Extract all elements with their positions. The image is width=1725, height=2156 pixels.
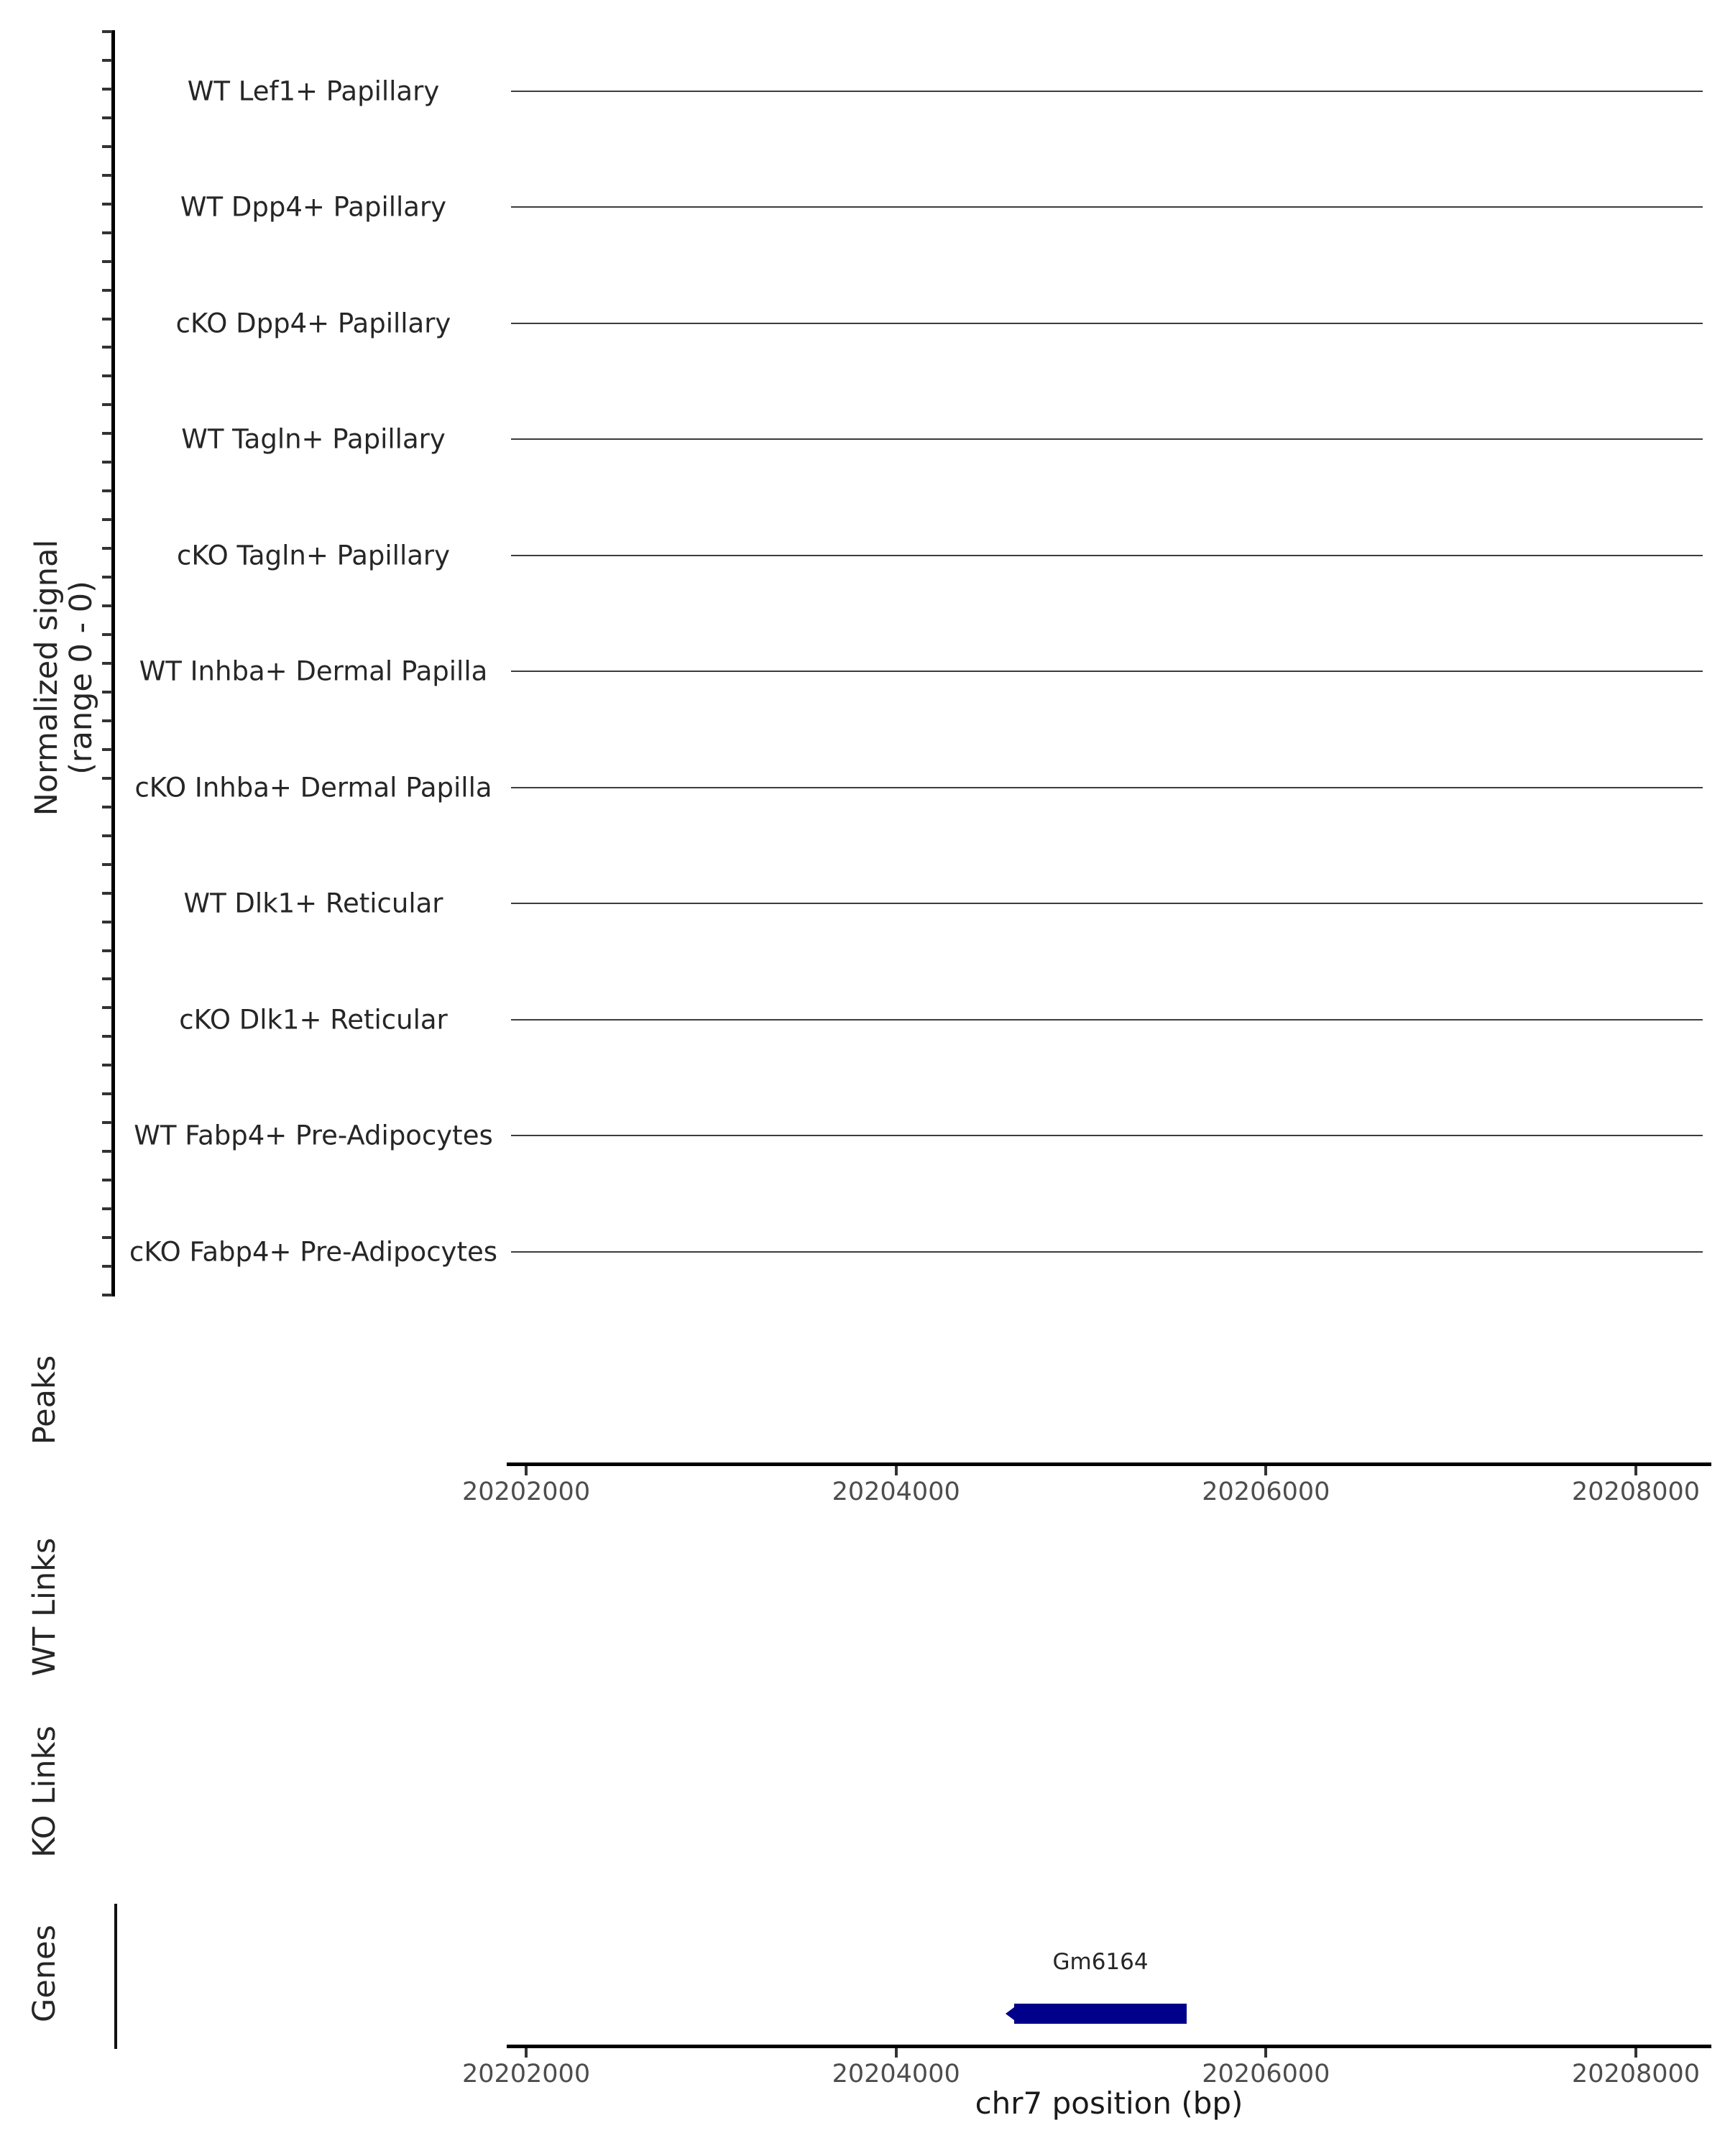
- signal-axis-tick: [102, 977, 112, 980]
- x-axis-tick: [1264, 2048, 1267, 2058]
- signal-axis-tick: [102, 489, 112, 492]
- signal-axis-tick: [102, 748, 112, 751]
- signal-axis-tick: [102, 719, 112, 722]
- track-label: cKO Fabp4+ Pre-Adipocytes: [129, 1236, 497, 1267]
- track-label: WT Dlk1+ Reticular: [183, 888, 443, 919]
- genes-x-axis-line: [507, 2045, 1711, 2048]
- track-signal-line: [511, 91, 1703, 92]
- gene-strand-arrow-icon: [1006, 2007, 1014, 2020]
- x-axis-tick-label: 20208000: [1571, 2060, 1701, 2088]
- track-signal-line: [511, 671, 1703, 672]
- genes-x-axis: [0, 2045, 1725, 2102]
- track-label: WT Fabp4+ Pre-Adipocytes: [134, 1120, 493, 1151]
- signal-axis-title-line2: (range 0 - 0): [63, 581, 99, 775]
- signal-axis-tick: [102, 834, 112, 837]
- peaks-x-axis: [0, 1462, 1725, 1520]
- gene-body-bar: [1014, 2004, 1186, 2024]
- signal-axis-tick: [102, 576, 112, 579]
- track-signal-line: [511, 206, 1703, 208]
- signal-axis-tick: [102, 116, 112, 119]
- signal-axis-tick: [102, 863, 112, 866]
- signal-axis-tick: [102, 1035, 112, 1038]
- signal-axis-tick: [102, 174, 112, 177]
- signal-axis-tick: [102, 403, 112, 406]
- signal-axis-tick: [102, 949, 112, 952]
- signal-axis-tick: [102, 289, 112, 292]
- signal-axis-tick: [102, 518, 112, 521]
- track-signal-line: [511, 787, 1703, 788]
- signal-axis-tick: [102, 921, 112, 923]
- signal-axis-tick: [102, 604, 112, 607]
- signal-axis-tick: [102, 260, 112, 263]
- track-signal-line: [511, 438, 1703, 440]
- section-label-ko-links: KO Links: [27, 1726, 63, 1858]
- track-label: WT Lef1+ Papillary: [187, 75, 440, 107]
- track-label: cKO Inhba+ Dermal Papilla: [134, 772, 492, 803]
- signal-axis-tick: [102, 1092, 112, 1095]
- section-label-wt-links: WT Links: [27, 1537, 63, 1677]
- track-label: cKO Dlk1+ Reticular: [179, 1004, 448, 1036]
- signal-axis-tick: [102, 374, 112, 377]
- section-label-peaks: Peaks: [27, 1355, 63, 1445]
- signal-axis-tick: [102, 1179, 112, 1181]
- genes-axis-line: [114, 1904, 117, 2049]
- x-axis-tick: [1634, 1466, 1637, 1475]
- x-axis-tick: [1264, 1466, 1267, 1475]
- track-label: cKO Tagln+ Papillary: [176, 540, 451, 571]
- x-axis-tick-label: 20202000: [461, 2060, 591, 2088]
- track-signal-line: [511, 555, 1703, 556]
- x-axis-tick-label: 20206000: [1202, 2060, 1330, 2088]
- signal-axis-tick: [102, 145, 112, 148]
- x-axis-title: chr7 position (bp): [975, 2086, 1243, 2121]
- signal-axis-tick: [102, 461, 112, 464]
- track-signal-line: [511, 1135, 1703, 1136]
- track-signal-line: [511, 1019, 1703, 1021]
- signal-axis-tick: [102, 633, 112, 636]
- track-signal-line: [511, 903, 1703, 904]
- signal-axis-tick: [102, 30, 112, 33]
- x-axis-tick: [1634, 2048, 1637, 2058]
- x-axis-tick-label: 20204000: [832, 2060, 960, 2088]
- track-label: cKO Dpp4+ Papillary: [175, 308, 451, 339]
- signal-axis-tick: [102, 1207, 112, 1210]
- track-signal-line: [511, 323, 1703, 324]
- x-axis-tick: [895, 2048, 898, 2058]
- signal-axis-tick: [102, 1064, 112, 1067]
- x-axis-tick: [525, 1466, 528, 1475]
- signal-axis-title-line1: Normalized signal: [29, 539, 65, 816]
- track-label: WT Dpp4+ Papillary: [180, 191, 447, 223]
- track-signal-line: [511, 1251, 1703, 1253]
- signal-axis-tick: [102, 1294, 112, 1296]
- signal-axis-tick: [102, 691, 112, 694]
- track-label: WT Tagln+ Papillary: [181, 423, 446, 455]
- x-axis-tick: [525, 2048, 528, 2058]
- x-axis-tick-label: 20204000: [832, 1478, 960, 1506]
- x-axis-tick-label: 20202000: [461, 1478, 591, 1506]
- x-axis-tick-label: 20206000: [1202, 1478, 1330, 1506]
- signal-axis-tick: [102, 59, 112, 62]
- peaks-x-axis-line: [507, 1462, 1711, 1466]
- x-axis-tick-label: 20208000: [1571, 1478, 1701, 1506]
- signal-axis-tick: [102, 231, 112, 234]
- signal-axis-tick: [102, 346, 112, 349]
- section-label-genes: Genes: [27, 1925, 63, 2022]
- signal-axis-tick: [102, 806, 112, 808]
- x-axis-tick: [895, 1466, 898, 1475]
- track-label: WT Inhba+ Dermal Papilla: [139, 655, 488, 687]
- gene-name-label: Gm6164: [1052, 1949, 1149, 1975]
